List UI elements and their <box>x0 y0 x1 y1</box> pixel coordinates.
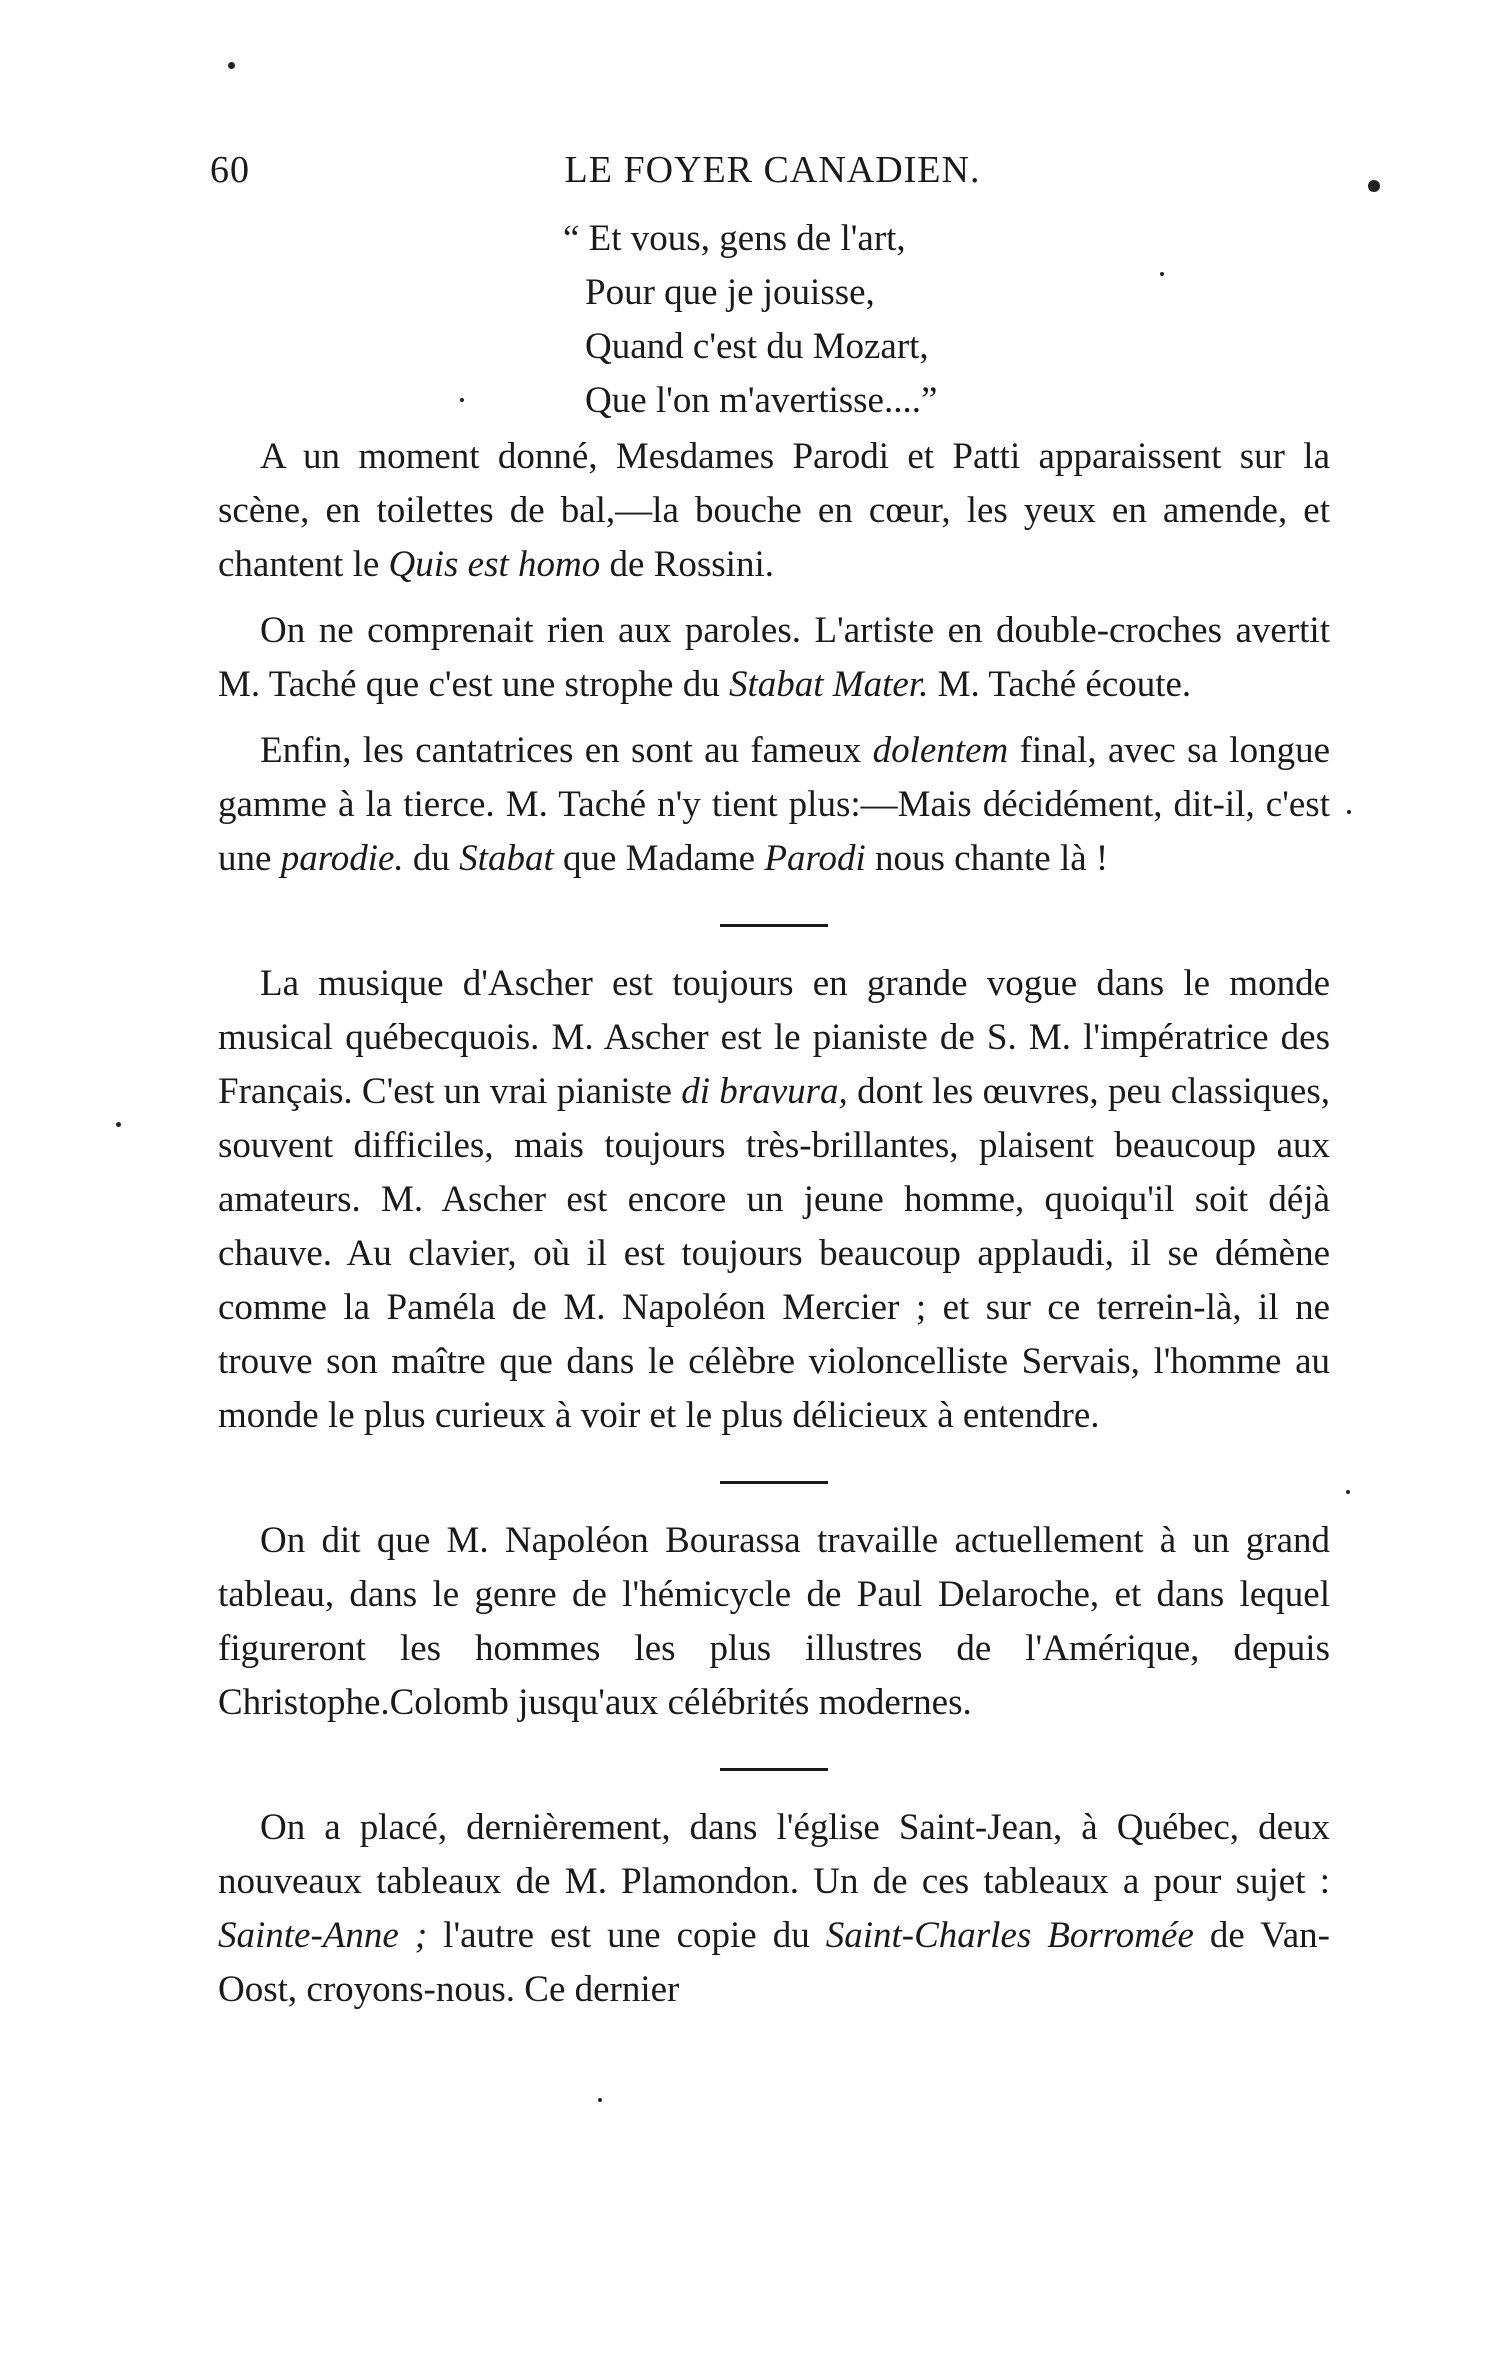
scan-speck <box>1347 810 1351 814</box>
verse-line: Quand c'est du Mozart, <box>585 326 929 367</box>
page-number: 60 <box>210 149 250 191</box>
verse-quote <box>563 212 1330 428</box>
scan-speck <box>228 62 235 69</box>
paragraph-parodie: Enfin, les cantatrices en sont au fameux dolentem final, avec sa longue gamme à la tierce. M. Taché n'y tient plus:—Mais décidément, dit-il, c'est une parodie. du Stabat que Madame Parodi nous chante là ! <box>218 730 1331 879</box>
scan-speck <box>460 398 464 402</box>
scan-speck <box>1160 272 1164 276</box>
section-divider <box>720 924 828 927</box>
scan-speck <box>598 2098 602 2102</box>
verse-line: Que l'on m'avertisse....” <box>585 380 938 421</box>
paragraph-bourassa: On dit que M. Napoléon Bourassa travaille actuellement à un grand tableau, dans le genre de l'hémicycle de Paul Delaroche, et dans lequel figureront les hommes les plus illustres de l'Amérique, depuis Christophe.Colomb jusqu'aux célébrités modernes. <box>218 1520 1330 1723</box>
paragraph-concert: A un moment donné, Mesdames Parodi et Patti apparaissent sur la scène, en toilettes de bal,—la bouche en cœur, les yeux en amende, et chantent le Quis est homo de Rossini. <box>218 436 1330 585</box>
running-title: LE FOYER CANADIEN. <box>564 149 981 191</box>
paragraph-stabat: On ne comprenait rien aux paroles. L'artiste en double-croches avertit M. Taché que c'est une strophe du Stabat Mater. M. Taché écoute. <box>218 610 1330 705</box>
scan-speck <box>1368 180 1380 192</box>
scan-speck <box>116 1122 121 1127</box>
verse-line: “ Et vous, gens de l'art, <box>563 218 906 259</box>
verse-line: Pour que je jouisse, <box>585 272 875 313</box>
page-body <box>218 212 1330 2029</box>
scan-speck <box>1346 1490 1350 1494</box>
section-divider <box>720 1768 828 1771</box>
page-header <box>210 148 1335 198</box>
paragraph-ascher: La musique d'Ascher est toujours en grande vogue dans le monde musical québecquois. M. Ascher est le pianiste de S. M. l'impératrice des Français. C'est un vrai pianiste di bravura, dont les œuvres, peu classiques, souvent difficiles, mais toujours très-brillantes, plaisent beaucoup aux amateurs. M. Ascher est encore un jeune homme, quoiqu'il soit déjà chauve. Au clavier, où il est toujours beaucoup applaudi, il se démène comme la Paméla de M. Napoléon Mercier ; et sur ce terrein-là, il ne trouve son maître que dans le célèbre violoncelliste Servais, l'homme au monde le plus curieux à voir et le plus délicieux à entendre. <box>218 963 1330 1436</box>
paragraph-plamondon: On a placé, dernièrement, dans l'église Saint-Jean, à Québec, deux nouveaux tableaux de M. Plamondon. Un de ces tableaux a pour sujet : Sainte-Anne ; l'autre est une copie du Saint-Charles Borromée de Van-Oost, croyons-nous. Ce dernier <box>218 1807 1330 2010</box>
section-divider <box>720 1481 828 1484</box>
